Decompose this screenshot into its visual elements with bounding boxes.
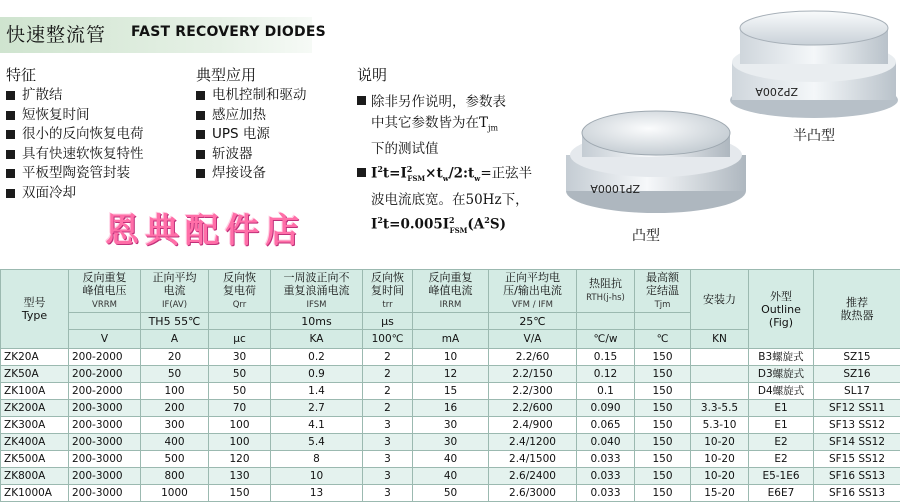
col-unit-9: ℃ xyxy=(635,330,691,349)
applications-item-label: UPS 电源 xyxy=(212,126,270,142)
table-cell: 150 xyxy=(209,485,271,502)
table-cell: SF16 SS13 xyxy=(814,468,900,485)
table-row xyxy=(1,434,900,451)
half-convex-diode-image xyxy=(728,4,900,122)
table-cell: 10 xyxy=(413,349,489,366)
features-item-label: 很小的反向恢复电荷 xyxy=(22,126,144,142)
table-row xyxy=(1,366,900,383)
col-header-9: 最高额 定结温 Tjm xyxy=(635,270,691,313)
table-cell: 0.2 xyxy=(271,349,363,366)
bullet-icon xyxy=(6,111,15,120)
note-line: 除非另作说明，参数表 xyxy=(357,92,557,113)
table-cell: E1 xyxy=(749,400,814,417)
table-body xyxy=(1,349,900,502)
table-cell: 10-20 xyxy=(691,434,749,451)
applications-item-label: 焊接设备 xyxy=(212,165,266,181)
table-cell: 150 xyxy=(635,400,691,417)
table-cell: ZK50A xyxy=(1,366,69,383)
bullet-icon xyxy=(357,168,366,177)
col-condition-5: μs xyxy=(363,313,413,330)
table-cell: 0.9 xyxy=(271,366,363,383)
table-cell: 40 xyxy=(413,468,489,485)
table-cell: 13 xyxy=(271,485,363,502)
col-header-5: 反向恢 复时间 trr xyxy=(363,270,413,313)
table-cell: 50 xyxy=(141,366,209,383)
table-cell: 3 xyxy=(363,417,413,434)
table-cell: 0.033 xyxy=(577,451,635,468)
table-cell: 150 xyxy=(635,434,691,451)
col-header-12: 推荐 散热器 xyxy=(814,270,900,349)
table-cell: SZ15 xyxy=(814,349,900,366)
table-cell: ZK500A xyxy=(1,451,69,468)
features-item xyxy=(6,145,144,165)
note-formula-line: $I^2t=I^2_{FSM}\times t_w/2:t_w=$正弦半 xyxy=(357,159,557,190)
table-cell: 2.4/1200 xyxy=(489,434,577,451)
table-cell: ZK200A xyxy=(1,400,69,417)
table-cell: 200-2000 xyxy=(69,366,141,383)
table-cell: D4螺旋式 xyxy=(749,383,814,400)
table-cell: 2 xyxy=(363,400,413,417)
table-cell: 30 xyxy=(413,434,489,451)
table-cell: 2.4/1500 xyxy=(489,451,577,468)
col-symbol: VRRM xyxy=(92,300,117,310)
features-item xyxy=(6,86,144,106)
note-formula-line: $I^2t=0.005I^2_{FSM}(A^2S)$ xyxy=(357,210,557,241)
table-cell: 50 xyxy=(209,383,271,400)
applications-list xyxy=(196,86,307,184)
table-cell: 150 xyxy=(635,485,691,502)
applications-item xyxy=(196,145,307,165)
note-line: 中其它参数皆为在$T_{jm}$ xyxy=(357,113,557,139)
table-cell: 2.4/900 xyxy=(489,417,577,434)
col-symbol: trr xyxy=(382,300,392,310)
note-line: 下的测试值 xyxy=(357,139,557,160)
col-header-10: 安装力 xyxy=(691,270,749,330)
table-cell: 3 xyxy=(363,434,413,451)
col-symbol: IF(AV) xyxy=(162,300,187,310)
notes-body xyxy=(357,92,557,241)
features-item-label: 扩散结 xyxy=(22,87,63,103)
table-cell: B3螺旋式 xyxy=(749,349,814,366)
features-item-label: 短恢复时间 xyxy=(22,107,90,123)
table-cell xyxy=(691,366,749,383)
disk-label-top: ZP200A xyxy=(755,85,798,98)
features-item xyxy=(6,164,144,184)
table-cell xyxy=(691,383,749,400)
table-cell: E1 xyxy=(749,417,814,434)
disk-label-front: ZP1000A xyxy=(590,182,640,195)
table-row xyxy=(1,400,900,417)
table-cell: D3螺旋式 xyxy=(749,366,814,383)
features-item-label: 平板型陶瓷管封装 xyxy=(22,165,130,181)
features-item xyxy=(6,106,144,126)
col-condition-4: 10ms xyxy=(271,313,363,330)
table-cell: 12 xyxy=(413,366,489,383)
bullet-icon xyxy=(6,189,15,198)
col-header-3: 反向恢 复电荷 Qrr xyxy=(209,270,271,313)
applications-title: 典型应用 xyxy=(196,64,256,85)
bullet-icon xyxy=(6,150,15,159)
features-item xyxy=(6,125,144,145)
table-cell: 150 xyxy=(635,451,691,468)
table-cell: 150 xyxy=(635,366,691,383)
table-cell: 3 xyxy=(363,451,413,468)
table-cell: 300 xyxy=(141,417,209,434)
table-cell: SF12 SS11 xyxy=(814,400,900,417)
col-unit-3: μc xyxy=(209,330,271,349)
table-cell: ZK20A xyxy=(1,349,69,366)
table-cell: 200 xyxy=(141,400,209,417)
table-cell: 3 xyxy=(363,485,413,502)
table-cell: 500 xyxy=(141,451,209,468)
table-cell: 150 xyxy=(635,417,691,434)
bullet-icon xyxy=(196,91,205,100)
table-cell: 0.040 xyxy=(577,434,635,451)
table-cell: 2.2/60 xyxy=(489,349,577,366)
col-condition-9 xyxy=(635,313,691,330)
table-cell: 5.4 xyxy=(271,434,363,451)
table-cell: 200-2000 xyxy=(69,383,141,400)
table-cell: ZK1000A xyxy=(1,485,69,502)
table-cell: SF13 SS12 xyxy=(814,417,900,434)
col-header-1: 反向重复 峰值电压 VRRM xyxy=(69,270,141,313)
convex-caption: 凸型 xyxy=(632,225,660,245)
table-cell: 2 xyxy=(363,383,413,400)
table-cell: 2.2/300 xyxy=(489,383,577,400)
table-cell: 10-20 xyxy=(691,451,749,468)
table-header xyxy=(1,270,900,349)
table-cell xyxy=(691,349,749,366)
table-cell: 30 xyxy=(209,349,271,366)
table-cell: E5-1E6 xyxy=(749,468,814,485)
table-cell: SZ16 xyxy=(814,366,900,383)
table-cell: 3.3-5.5 xyxy=(691,400,749,417)
table-cell: 50 xyxy=(413,485,489,502)
table-row xyxy=(1,349,900,366)
table-cell: 10-20 xyxy=(691,468,749,485)
applications-item xyxy=(196,106,307,126)
table-cell: 4.1 xyxy=(271,417,363,434)
table-cell: SL17 xyxy=(814,383,900,400)
col-unit-4: KA xyxy=(271,330,363,349)
table-cell: 2.2/600 xyxy=(489,400,577,417)
applications-item xyxy=(196,125,307,145)
table-cell: 120 xyxy=(209,451,271,468)
table-cell: 0.033 xyxy=(577,485,635,502)
col-header-7: 正向平均电 压/输出电流 VFM / IFM xyxy=(489,270,577,313)
page-title: 快速整流管 xyxy=(6,20,106,47)
features-item-label: 具有快速软恢复特性 xyxy=(22,146,144,162)
table-cell: 30 xyxy=(413,417,489,434)
col-condition-3 xyxy=(209,313,271,330)
spec-table xyxy=(0,269,900,502)
table-cell: 200-3000 xyxy=(69,468,141,485)
table-row xyxy=(1,468,900,485)
table-cell: 100 xyxy=(209,434,271,451)
table-cell: ZK800A xyxy=(1,468,69,485)
table-cell: E2 xyxy=(749,434,814,451)
table-row xyxy=(1,451,900,468)
table-cell: 1.4 xyxy=(271,383,363,400)
table-cell: 150 xyxy=(635,383,691,400)
table-cell: 200-3000 xyxy=(69,451,141,468)
table-cell: 150 xyxy=(635,468,691,485)
applications-item xyxy=(196,164,307,184)
table-cell: 0.12 xyxy=(577,366,635,383)
table-cell: 5.3-10 xyxy=(691,417,749,434)
table-cell: SF16 SS13 xyxy=(814,485,900,502)
table-cell: 200-3000 xyxy=(69,485,141,502)
table-cell: 8 xyxy=(271,451,363,468)
features-title: 特征 xyxy=(6,64,36,85)
table-cell: SF15 SS12 xyxy=(814,451,900,468)
features-list xyxy=(6,86,144,203)
table-cell: 0.033 xyxy=(577,468,635,485)
table-cell: 70 xyxy=(209,400,271,417)
col-header-11: 外型 Outline (Fig) xyxy=(749,270,814,349)
table-cell: 200-3000 xyxy=(69,400,141,417)
applications-item xyxy=(196,86,307,106)
table-cell: 16 xyxy=(413,400,489,417)
col-unit-7: V/A xyxy=(489,330,577,349)
table-cell: 1000 xyxy=(141,485,209,502)
table-cell: 2 xyxy=(363,366,413,383)
table-cell: 0.15 xyxy=(577,349,635,366)
bullet-icon xyxy=(196,130,205,139)
col-unit-6: mA xyxy=(413,330,489,349)
bullet-icon xyxy=(6,91,15,100)
table-cell: 40 xyxy=(413,451,489,468)
bullet-icon xyxy=(6,130,15,139)
col-symbol: VFM / IFM xyxy=(512,300,553,310)
col-unit-2: A xyxy=(141,330,209,349)
table-cell: 2.6/2400 xyxy=(489,468,577,485)
table-cell: 200-2000 xyxy=(69,349,141,366)
applications-item-label: 电机控制和驱动 xyxy=(212,87,307,103)
col-unit-8: ℃/w xyxy=(577,330,635,349)
table-cell: ZK300A xyxy=(1,417,69,434)
col-condition-7: 25℃ xyxy=(489,313,577,330)
col-condition-2: TH5 55℃ xyxy=(141,313,209,330)
table-cell: SF14 SS12 xyxy=(814,434,900,451)
table-cell: 130 xyxy=(209,468,271,485)
table-cell: 2 xyxy=(363,349,413,366)
bullet-icon xyxy=(357,96,366,105)
col-unit-1: V xyxy=(69,330,141,349)
bullet-icon xyxy=(196,111,205,120)
note-line: 波电流底宽。在50Hz下， xyxy=(357,190,557,211)
table-cell: E6E7 xyxy=(749,485,814,502)
table-cell: 800 xyxy=(141,468,209,485)
col-header-2: 正向平均 电流 IF(AV) xyxy=(141,270,209,313)
col-symbol: RTH(j-hs) xyxy=(586,293,625,303)
col-symbol: Qrr xyxy=(233,300,247,310)
table-cell: ZK100A xyxy=(1,383,69,400)
page-title-english: FAST RECOVERY DIODES xyxy=(131,24,326,40)
table-row xyxy=(1,417,900,434)
table-cell: 15-20 xyxy=(691,485,749,502)
table-cell: 200-3000 xyxy=(69,434,141,451)
convex-diode-image xyxy=(562,103,748,221)
table-cell: 20 xyxy=(141,349,209,366)
shop-name-watermark: 恩典配件店 xyxy=(105,203,305,252)
col-header-6: 反向重复 峰值电流 IRRM xyxy=(413,270,489,313)
col-header-4: 一周波正向不 重复浪涌电流 IFSM xyxy=(271,270,363,313)
table-cell: 100 xyxy=(209,417,271,434)
table-cell: 0.090 xyxy=(577,400,635,417)
applications-item-label: 斩波器 xyxy=(212,146,253,162)
col-unit-10: KN xyxy=(691,330,749,349)
bullet-icon xyxy=(6,169,15,178)
bullet-icon xyxy=(196,150,205,159)
table-cell: 2.7 xyxy=(271,400,363,417)
col-condition-6 xyxy=(413,313,489,330)
table-cell: ZK400A xyxy=(1,434,69,451)
table-cell: 50 xyxy=(209,366,271,383)
table-row xyxy=(1,485,900,502)
table-cell: 3 xyxy=(363,468,413,485)
applications-item-label: 感应加热 xyxy=(212,107,266,123)
col-symbol: IFSM xyxy=(307,300,327,310)
features-item-label: 双面冷却 xyxy=(22,185,76,201)
table-cell: 2.2/150 xyxy=(489,366,577,383)
table-row xyxy=(1,383,900,400)
col-symbol: IRRM xyxy=(440,300,462,310)
table-cell: 0.1 xyxy=(577,383,635,400)
bullet-icon xyxy=(196,169,205,178)
table-cell: 2.6/3000 xyxy=(489,485,577,502)
table-cell: 10 xyxy=(271,468,363,485)
table-cell: 15 xyxy=(413,383,489,400)
table-cell: 400 xyxy=(141,434,209,451)
col-condition-8 xyxy=(577,313,635,330)
half-convex-caption: 半凸型 xyxy=(793,125,835,145)
table-cell: 100 xyxy=(141,383,209,400)
col-symbol: Tjm xyxy=(655,300,671,310)
table-cell: 200-3000 xyxy=(69,417,141,434)
table-cell: E2 xyxy=(749,451,814,468)
notes-title: 说明 xyxy=(357,64,387,85)
col-condition-1 xyxy=(69,313,141,330)
col-unit-5: 100℃ xyxy=(363,330,413,349)
table-cell: 0.065 xyxy=(577,417,635,434)
features-item xyxy=(6,184,144,204)
table-cell: 150 xyxy=(635,349,691,366)
col-header-8: 热阻抗 RTH(j-hs) xyxy=(577,270,635,313)
header-row xyxy=(1,270,900,313)
col-header-type: 型号 Type xyxy=(1,270,69,349)
